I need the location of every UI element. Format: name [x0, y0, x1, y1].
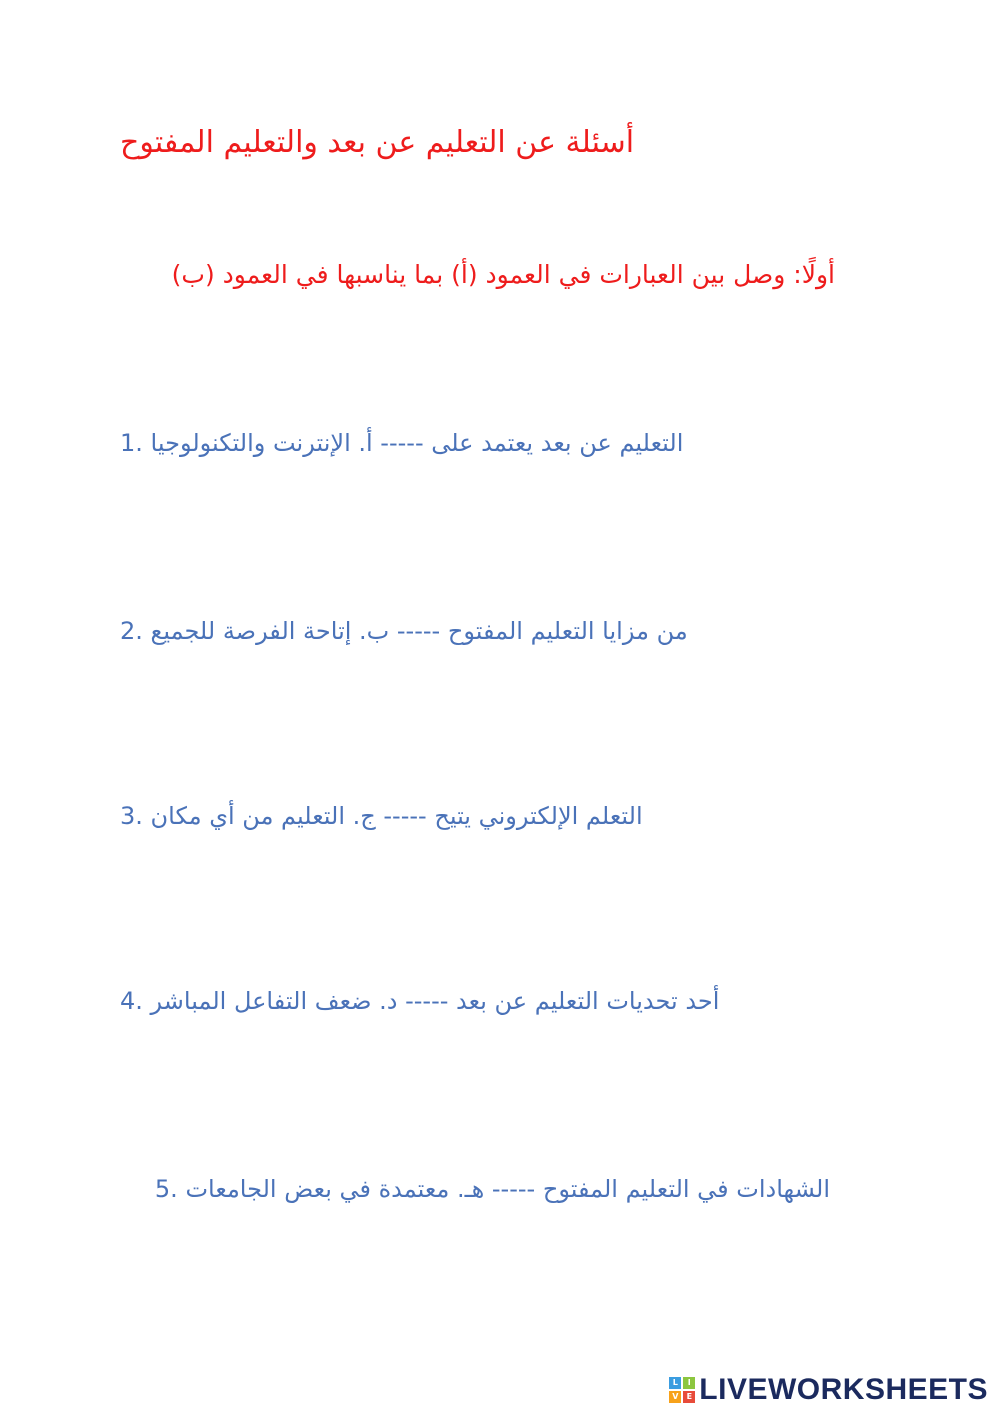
question-number: 5. — [154, 1175, 178, 1203]
question-text: أحد تحديات التعليم عن بعد ----- د. ضعف التفاعل المباشر — [150, 987, 720, 1015]
question-5 — [120, 1166, 830, 1212]
question-number: 4. — [120, 987, 143, 1015]
logo-letter: E — [683, 1391, 695, 1403]
liveworksheets-logo — [669, 1374, 988, 1406]
instruction-text: أولًا: وصل بين العبارات في العمود (أ) بما يناسبها في العمود (ب) — [171, 260, 835, 289]
logo-letter: I — [683, 1377, 695, 1389]
question-1 — [120, 420, 683, 466]
question-text: الشهادات في التعليم المفتوح ----- هـ. معتمدة في بعض الجامعات — [185, 1175, 830, 1203]
question-2 — [120, 608, 688, 654]
question-text: التعلم الإلكتروني يتيح ----- ج. التعليم من أي مكان — [150, 802, 643, 830]
question-text: التعليم عن بعد يعتمد على ----- أ. الإنترنت والتكنولوجيا — [150, 429, 684, 457]
worksheet-title-text: أسئلة عن التعليم عن بعد والتعليم المفتوح — [120, 125, 635, 160]
question-text: من مزايا التعليم المفتوح ----- ب. إتاحة الفرصة للجميع — [150, 617, 688, 645]
question-number: 2. — [120, 617, 143, 645]
question-number: 1. — [120, 429, 143, 457]
worksheet-title — [120, 122, 720, 164]
logo-letter: L — [669, 1377, 681, 1389]
question-number: 3. — [120, 802, 143, 830]
question-4 — [120, 978, 719, 1024]
question-3 — [120, 793, 643, 839]
logo-grid-icon — [669, 1377, 695, 1403]
brand-name: LIVEWORKSHEETS — [699, 1373, 988, 1406]
logo-letter: V — [669, 1391, 681, 1403]
